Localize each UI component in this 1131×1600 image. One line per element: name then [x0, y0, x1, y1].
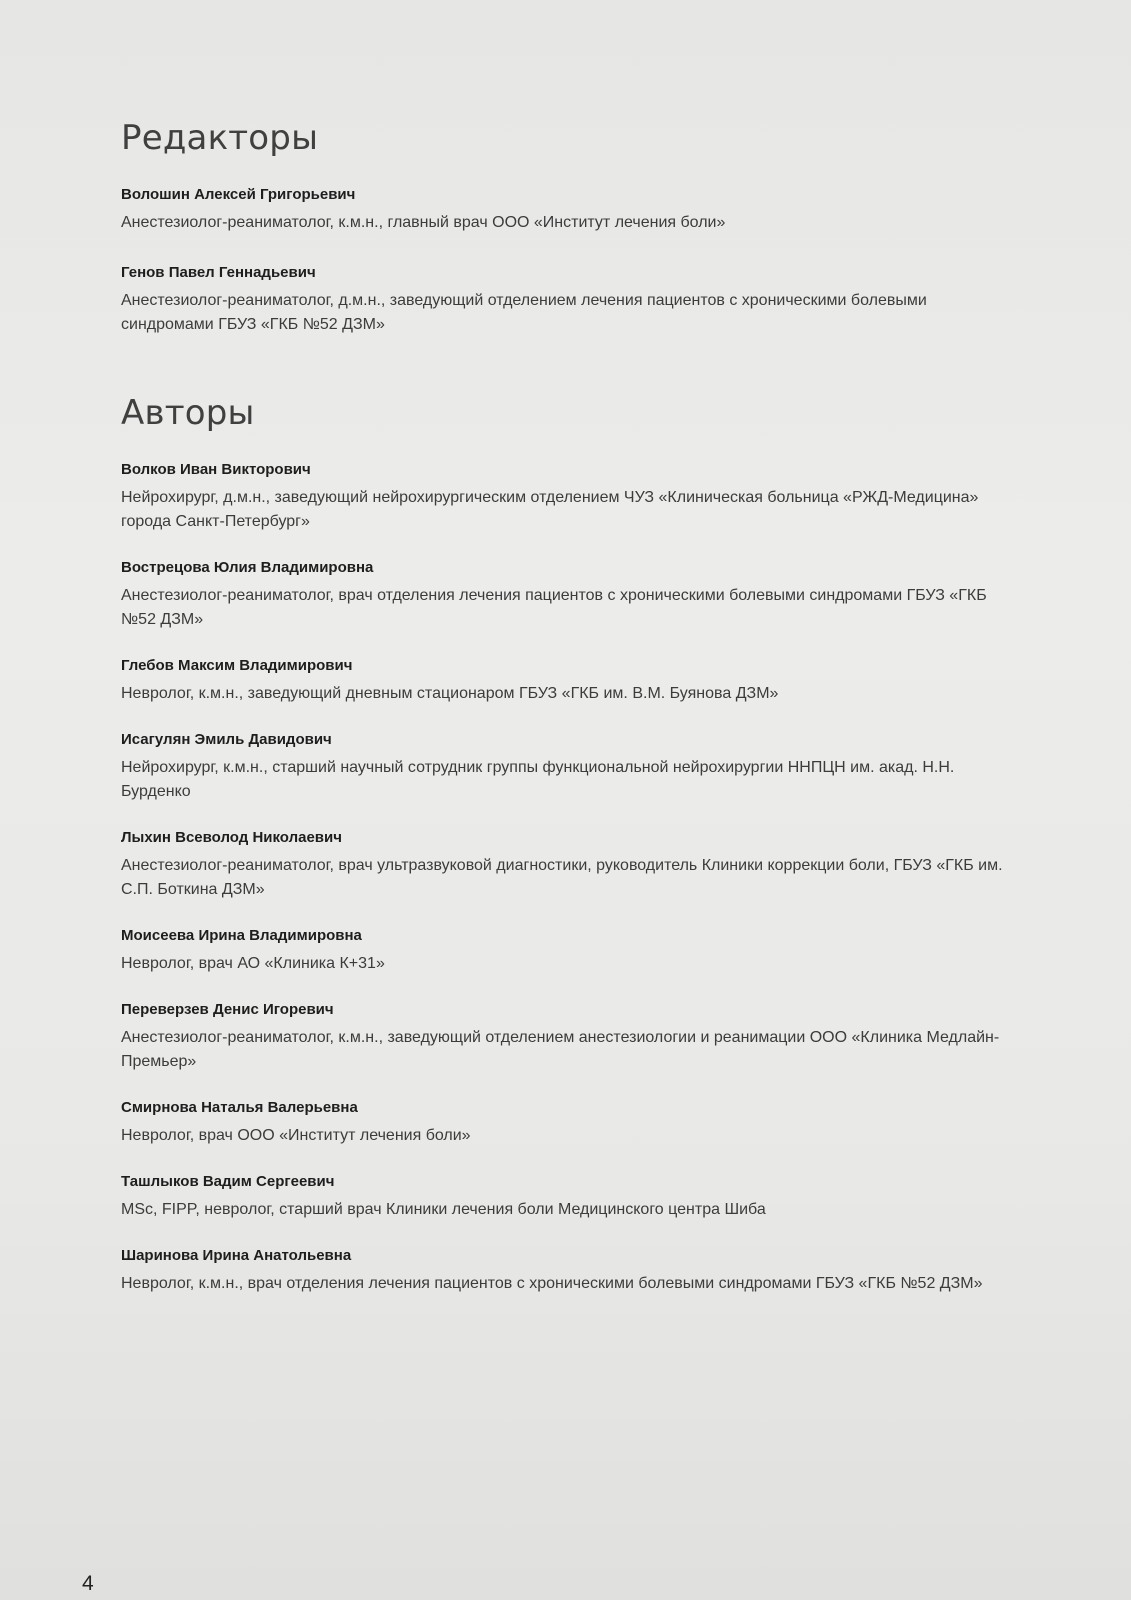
- author-description: Анестезиолог-реаниматолог, врач ультразвуковой диагностики, руководитель Клиники коррекции боли, ГБУЗ «ГКБ им. С.П. Боткина ДЗМ»: [121, 857, 1003, 898]
- author-description: Нейрохирург, д.м.н., заведующий нейрохирургическим отделением ЧУЗ «Клиническая больница «РЖД-Медицина» города Санкт-Петербург»: [121, 489, 979, 530]
- author-name: Волков Иван Викторович: [121, 461, 311, 478]
- author-name: Вострецова Юлия Владимировна: [121, 559, 374, 576]
- author-entry: [121, 926, 1021, 976]
- authors-section: [121, 393, 1021, 1296]
- author-entry: [121, 1000, 1021, 1074]
- editor-description: Анестезиолог-реаниматолог, к.м.н., главный врач ООО «Институт лечения боли»: [121, 214, 726, 231]
- author-entry: [121, 1246, 1021, 1296]
- author-description: Невролог, врач ООО «Институт лечения боли»: [121, 1127, 471, 1144]
- editors-section: [121, 118, 1021, 337]
- author-description: Анестезиолог-реаниматолог, врач отделения лечения пациентов с хроническими болевыми синдромами ГБУЗ «ГКБ №52 ДЗМ»: [121, 587, 987, 628]
- author-name: Лыхин Всеволод Николаевич: [121, 829, 342, 846]
- editor-entry: [121, 263, 1021, 337]
- author-description: MSc, FIPP, невролог, старший врач Клиники лечения боли Медицинского центра Шиба: [121, 1201, 766, 1218]
- editor-description: Анестезиолог-реаниматолог, д.м.н., заведующий отделением лечения пациентов с хроническими болевыми синдромами ГБУЗ «ГКБ №52 ДЗМ»: [121, 292, 927, 333]
- author-entry: [121, 460, 1021, 534]
- authors-heading: Авторы: [121, 393, 255, 433]
- author-entry: [121, 1098, 1021, 1148]
- author-name: Глебов Максим Владимирович: [121, 657, 353, 674]
- author-name: Шаринова Ирина Анатольевна: [121, 1247, 352, 1264]
- author-name: Смирнова Наталья Валерьевна: [121, 1099, 358, 1116]
- editor-name: Генов Павел Геннадьевич: [121, 264, 316, 281]
- page-number: 4: [82, 1572, 94, 1595]
- author-name: Моисеева Ирина Владимировна: [121, 927, 362, 944]
- author-description: Невролог, врач АО «Клиника К+31»: [121, 955, 385, 972]
- author-name: Ташлыков Вадим Сергеевич: [121, 1173, 335, 1190]
- author-description: Анестезиолог-реаниматолог, к.м.н., заведующий отделением анестезиологии и реанимации ООО «Клиника Медлайн-Премьер»: [121, 1029, 1000, 1070]
- author-description: Невролог, к.м.н., врач отделения лечения пациентов с хроническими болевыми синдромами ГБУЗ «ГКБ №52 ДЗМ»: [121, 1275, 983, 1292]
- author-entry: [121, 656, 1021, 706]
- author-entry: [121, 558, 1021, 632]
- author-description: Нейрохирург, к.м.н., старший научный сотрудник группы функциональной нейрохирургии ННПЦН им. акад. Н.Н. Бурденко: [121, 759, 955, 800]
- editor-name: Волошин Алексей Григорьевич: [121, 186, 356, 203]
- author-entry: [121, 1172, 1021, 1222]
- author-entry: [121, 828, 1021, 902]
- author-description: Невролог, к.м.н., заведующий дневным стационаром ГБУЗ «ГКБ им. В.М. Буянова ДЗМ»: [121, 685, 779, 702]
- editors-heading: Редакторы: [121, 118, 319, 158]
- author-name: Переверзев Денис Игоревич: [121, 1001, 334, 1018]
- editor-entry: [121, 185, 1021, 235]
- author-name: Исагулян Эмиль Давидович: [121, 731, 332, 748]
- document-page: [121, 118, 1021, 1296]
- author-entry: [121, 730, 1021, 804]
